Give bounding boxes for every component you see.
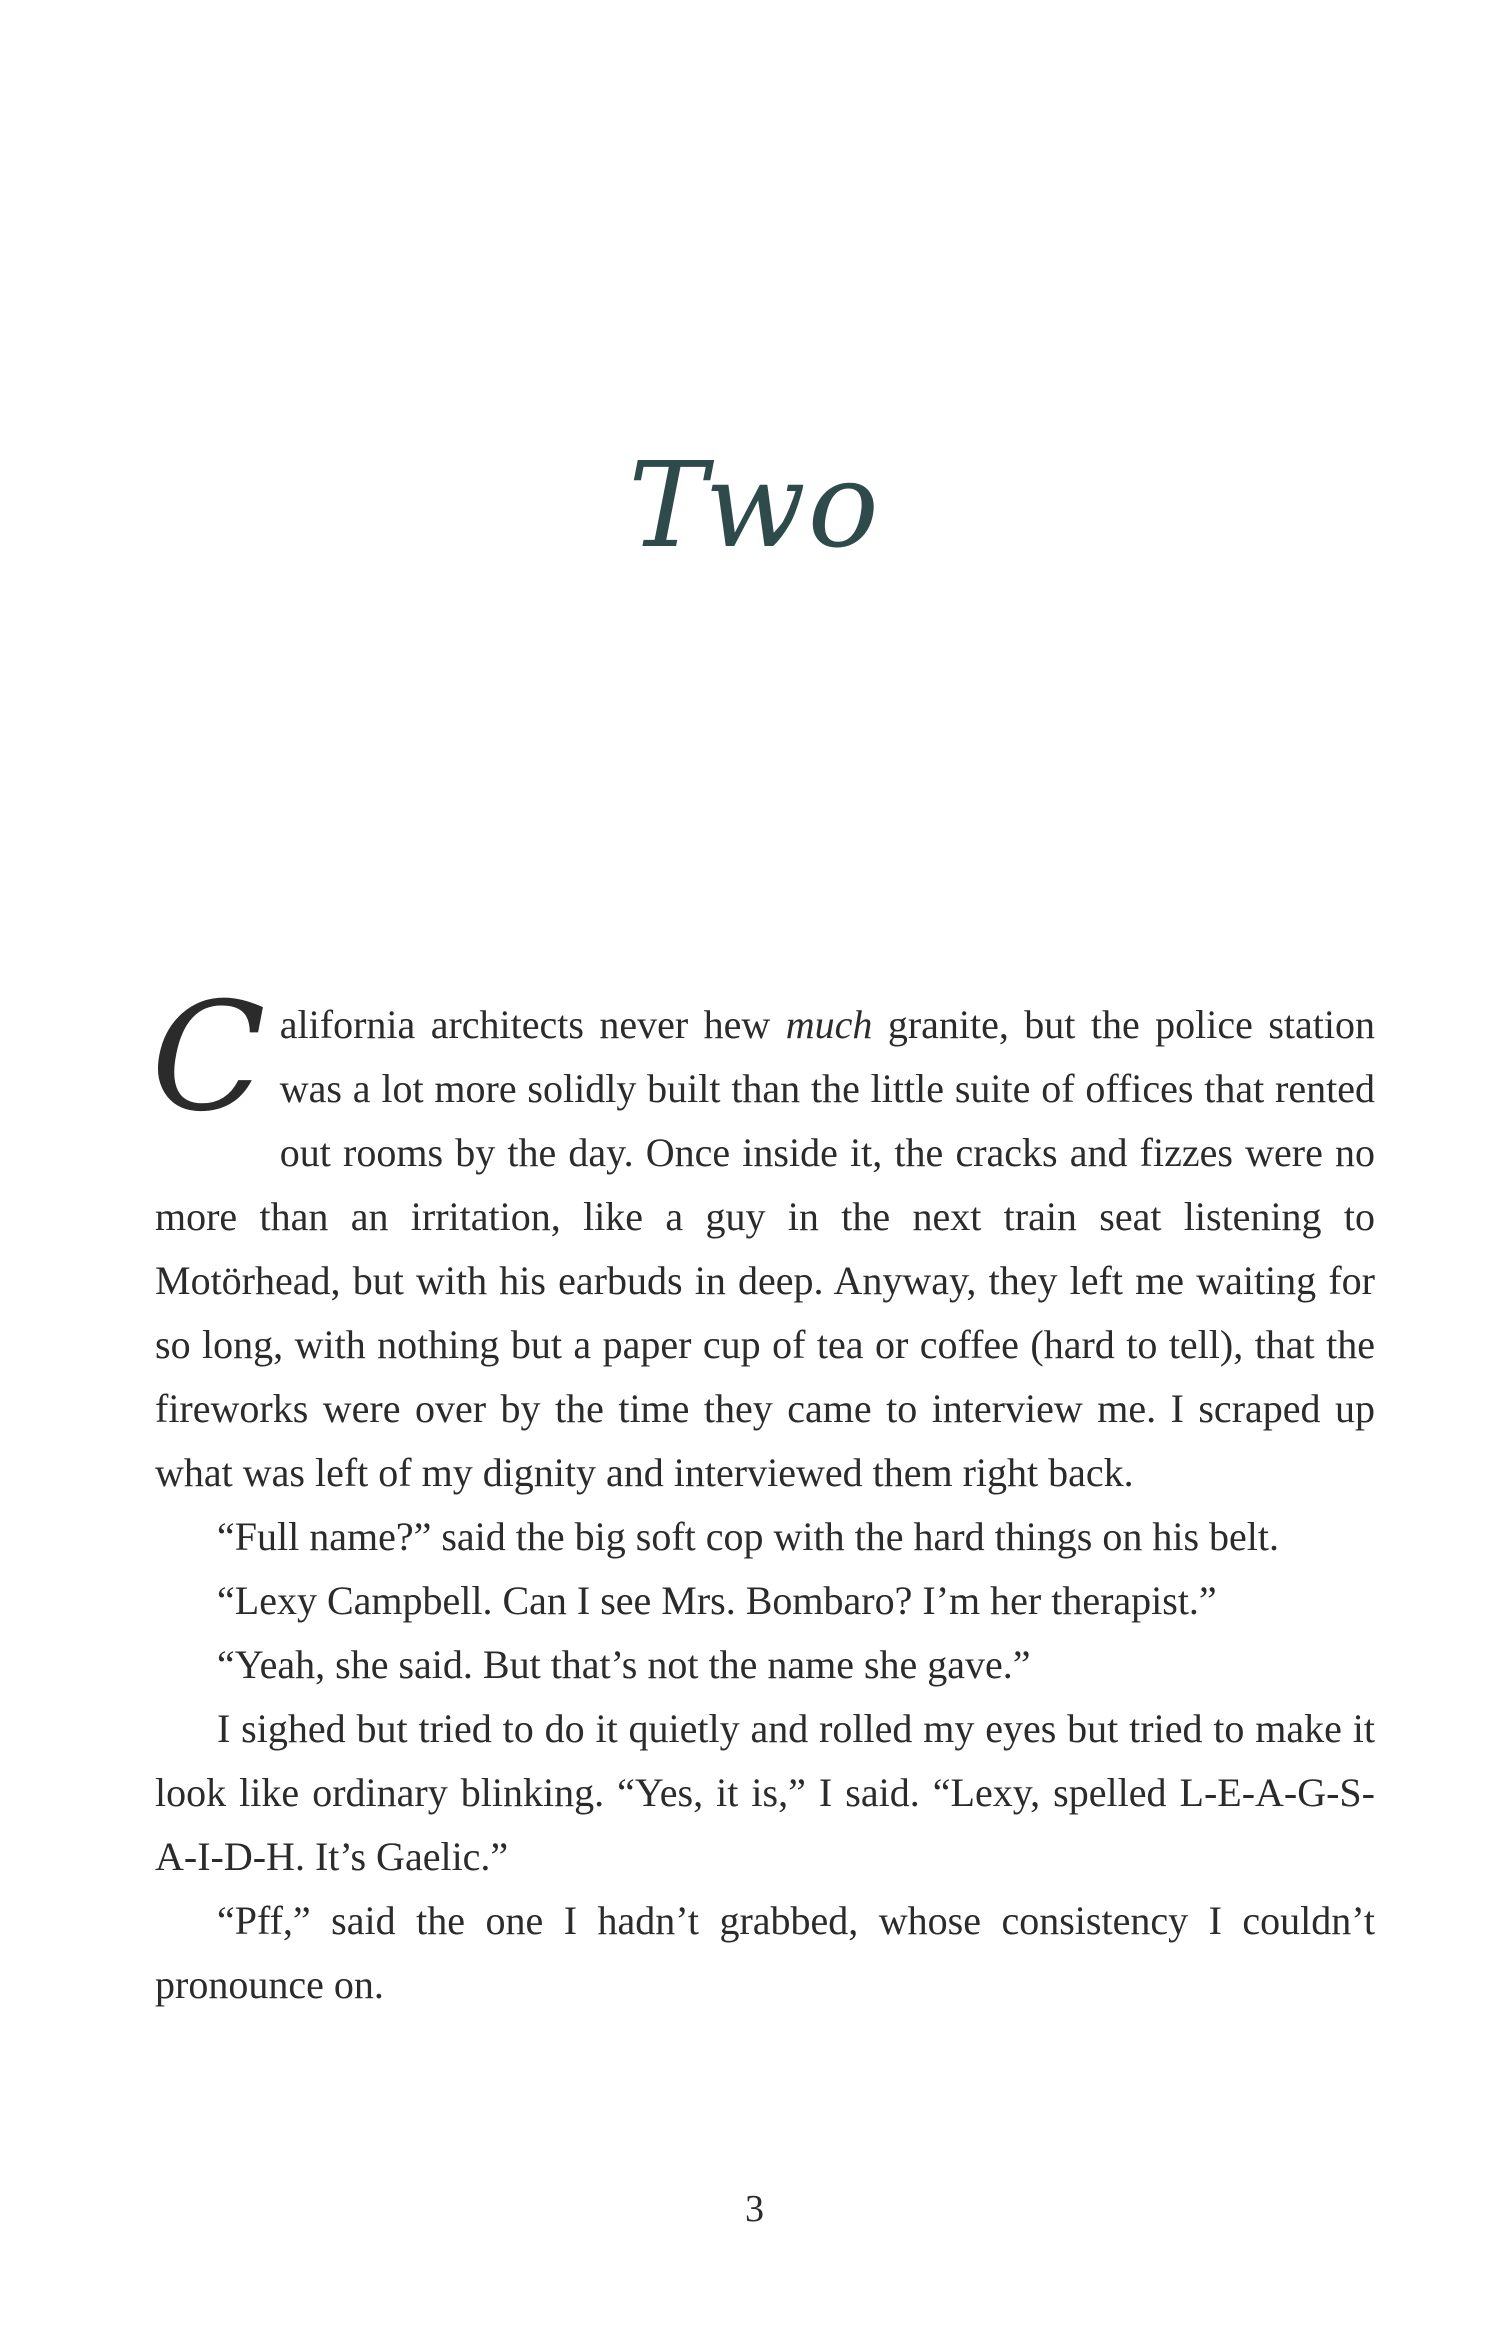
emphasis-word: much: [785, 1002, 873, 1047]
paragraph-1-text-a: alifornia architects never hew: [279, 1002, 786, 1047]
paragraph-1-text-b: granite, but the police station was a lot more solidly built than the little suite of offices that rented out rooms by the day. Once inside it, the cracks and fizzes were no more than an irritation, like a guy in the next train seat listening to Motörhead, but with his earbuds in deep. Anyway, they left me waiting for so long, with nothing but a paper cup of tea or coffee (hard to tell), that the fireworks were over by the time they came to interview me. I scraped up what was left of my dignity and interviewed them right back.: [155, 1002, 1375, 1495]
paragraph-5: I sighed but tried to do it quietly and rolled my eyes but tried to make it look like ordinary blinking. “Yes, it is,” I said. “Lexy, spelled L-E-A-G-S-A-I-D-H. It’s Gaelic.”: [155, 1706, 1375, 1879]
page-number: 3: [745, 2188, 764, 2230]
drop-cap: C: [151, 971, 266, 1145]
chapter-title: Two: [628, 436, 881, 574]
paragraph-1: [151, 971, 1375, 1505]
paragraph-3: “Lexy Campbell. Can I see Mrs. Bombaro? I’m her therapist.”: [217, 1578, 1217, 1623]
paragraph-2: “Full name?” said the big soft cop with the hard things on his belt.: [217, 1514, 1280, 1559]
chapter-body: [151, 971, 1375, 2017]
paragraph-4: “Yeah, she said. But that’s not the name she gave.”: [217, 1642, 1031, 1687]
paragraph-6: “Pff,” said the one I hadn’t grabbed, whose consistency I couldn’t pronounce on.: [155, 1898, 1375, 2007]
